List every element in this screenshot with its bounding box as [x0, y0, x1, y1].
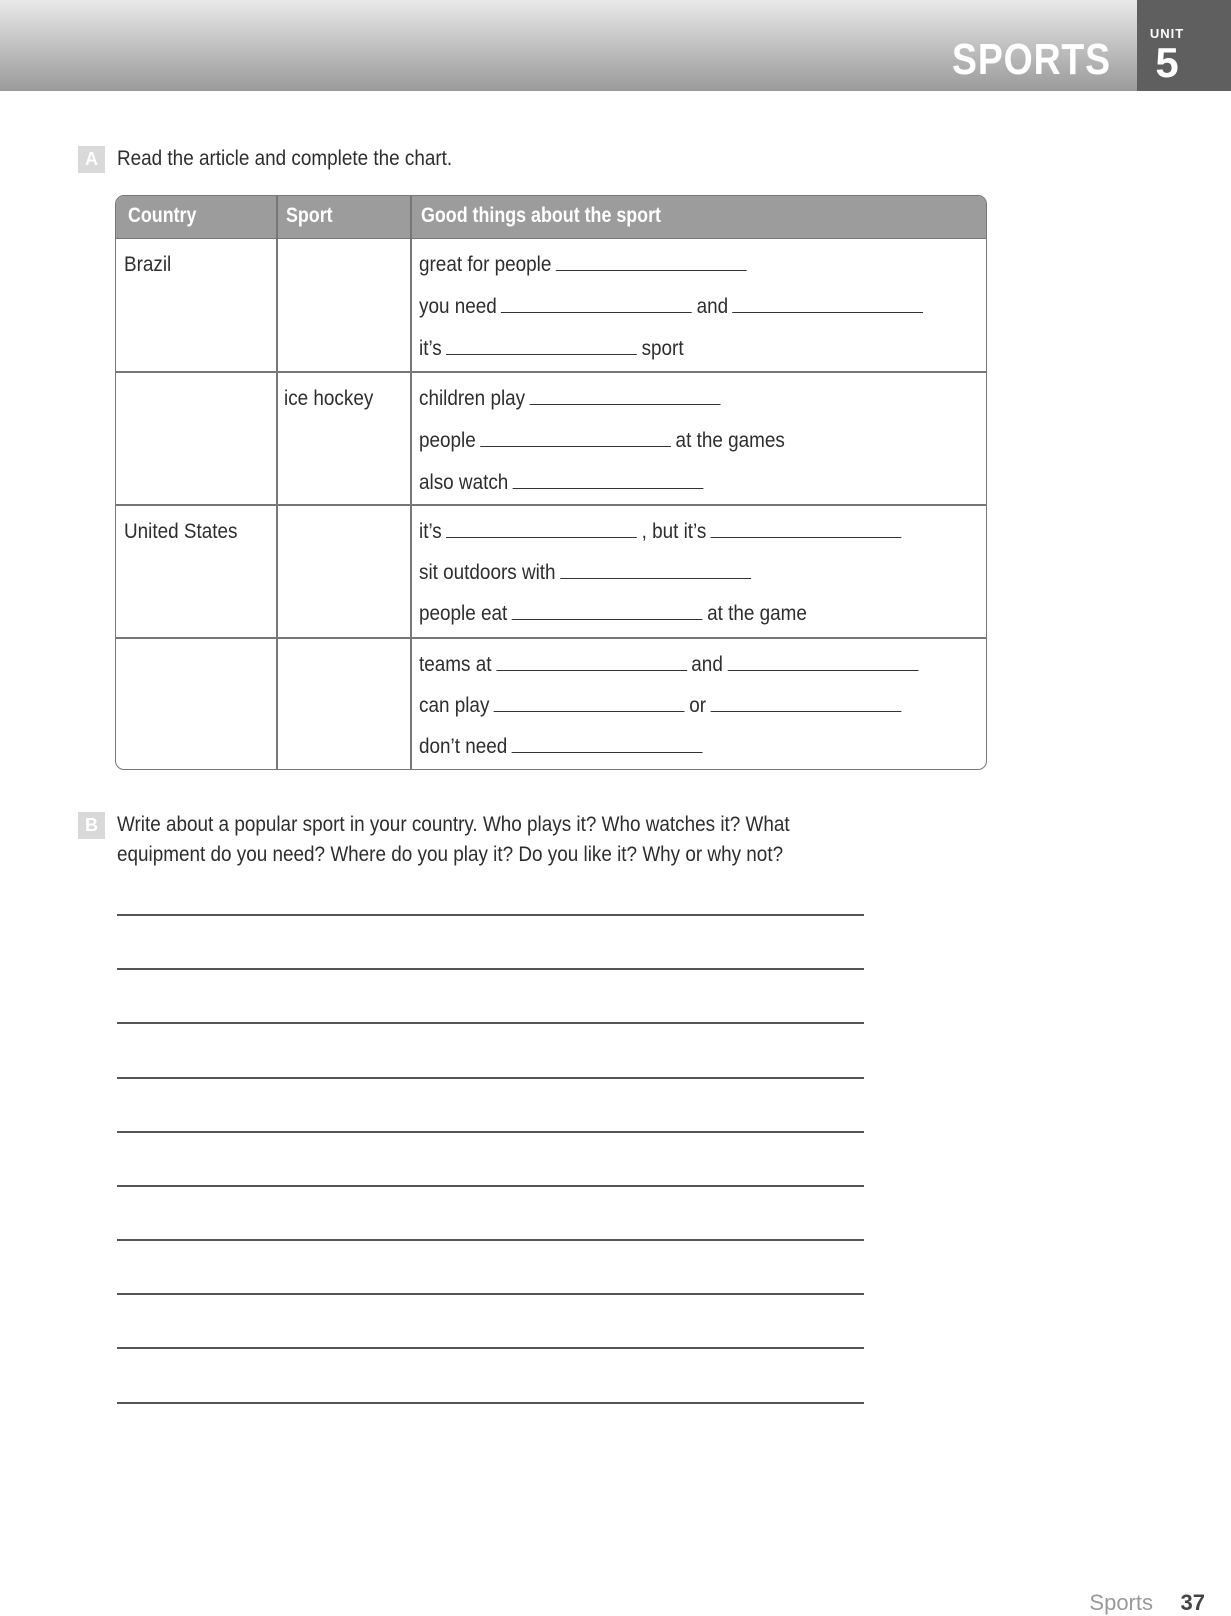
unit-title: SPORTS [952, 35, 1111, 84]
exercise-a-badge: A [78, 146, 105, 173]
fill-line [419, 294, 928, 320]
line-text: don’t need [419, 735, 508, 758]
answer-blank[interactable] [513, 470, 704, 489]
line-text: also watch [419, 471, 509, 494]
line-text: and [691, 653, 723, 676]
footer-section: Sports [1089, 1590, 1153, 1615]
line-text: teams at [419, 653, 492, 676]
unit-number: 5 [1155, 39, 1179, 86]
row-divider [116, 504, 986, 506]
answer-blank[interactable] [556, 252, 747, 271]
answer-blank[interactable] [501, 294, 692, 313]
writing-line[interactable] [117, 1239, 864, 1241]
answer-blank[interactable] [512, 601, 703, 620]
line-text: , but it’s [641, 520, 707, 543]
line-text: it’s [419, 337, 442, 360]
writing-line[interactable] [117, 1402, 864, 1404]
writing-line[interactable] [117, 914, 864, 916]
fill-line [419, 386, 725, 412]
row-divider [116, 637, 986, 639]
writing-line[interactable] [117, 1022, 864, 1024]
line-text: at the game [707, 602, 807, 625]
fill-line [419, 470, 708, 496]
answer-blank[interactable] [446, 519, 637, 538]
fill-line [419, 734, 707, 760]
writing-line[interactable] [117, 1077, 864, 1079]
row-divider [116, 371, 986, 373]
answer-blank[interactable] [480, 428, 671, 447]
line-text: or [689, 694, 707, 717]
line-text: great for people [419, 253, 552, 276]
line-text: can play [419, 694, 490, 717]
answer-blank[interactable] [733, 294, 924, 313]
exercise-b-instruction-line2: equipment do you need? Where do you play it? Do you like it? Why or why not? [117, 843, 784, 866]
line-text: and [696, 295, 729, 318]
sports-chart [115, 195, 987, 770]
fill-line [419, 252, 751, 278]
answer-blank[interactable] [711, 693, 902, 712]
writing-line[interactable] [117, 1131, 864, 1133]
page-header [0, 0, 1231, 91]
unit-label: UNIT [1149, 26, 1185, 41]
row-sport: ice hockey [284, 387, 374, 410]
fill-line [419, 336, 684, 362]
line-text: sit outdoors with [419, 561, 556, 584]
line-text: sport [641, 337, 684, 360]
column-divider [276, 196, 278, 769]
column-divider [410, 196, 412, 769]
writing-line[interactable] [117, 968, 864, 970]
answer-blank[interactable] [496, 652, 687, 671]
answer-blank[interactable] [446, 336, 637, 355]
header-good-things: Good things about the sport [421, 204, 661, 227]
row-country: Brazil [124, 253, 172, 276]
answer-blank[interactable] [727, 652, 918, 671]
line-text: people [419, 429, 476, 452]
writing-line[interactable] [117, 1347, 864, 1349]
row-country: United States [124, 520, 238, 543]
chart-header-row [116, 196, 986, 239]
header-sport: Sport [286, 204, 333, 227]
answer-blank[interactable] [530, 386, 721, 405]
page-number: 37 [1180, 1590, 1205, 1615]
exercise-b-instruction-line1: Write about a popular sport in your country. Who plays it? Who watches it? What [117, 813, 790, 836]
writing-line[interactable] [117, 1293, 864, 1295]
line-text: it’s [419, 520, 442, 543]
fill-line [419, 428, 785, 454]
fill-line [419, 601, 807, 627]
answer-blank[interactable] [512, 734, 703, 753]
line-text: people eat [419, 602, 508, 625]
fill-line [419, 652, 923, 678]
answer-blank[interactable] [560, 560, 751, 579]
writing-line[interactable] [117, 1185, 864, 1187]
fill-line [419, 560, 755, 586]
unit-badge [1137, 0, 1231, 91]
answer-blank[interactable] [494, 693, 685, 712]
exercise-b-badge: B [78, 812, 105, 839]
line-text: you need [419, 295, 497, 318]
exercise-a-instruction: Read the article and complete the chart. [117, 147, 453, 170]
line-text: at the games [675, 429, 785, 452]
line-text: children play [419, 387, 526, 410]
answer-blank[interactable] [711, 519, 902, 538]
fill-line [419, 693, 906, 719]
fill-line [419, 519, 906, 545]
header-country: Country [128, 204, 197, 227]
